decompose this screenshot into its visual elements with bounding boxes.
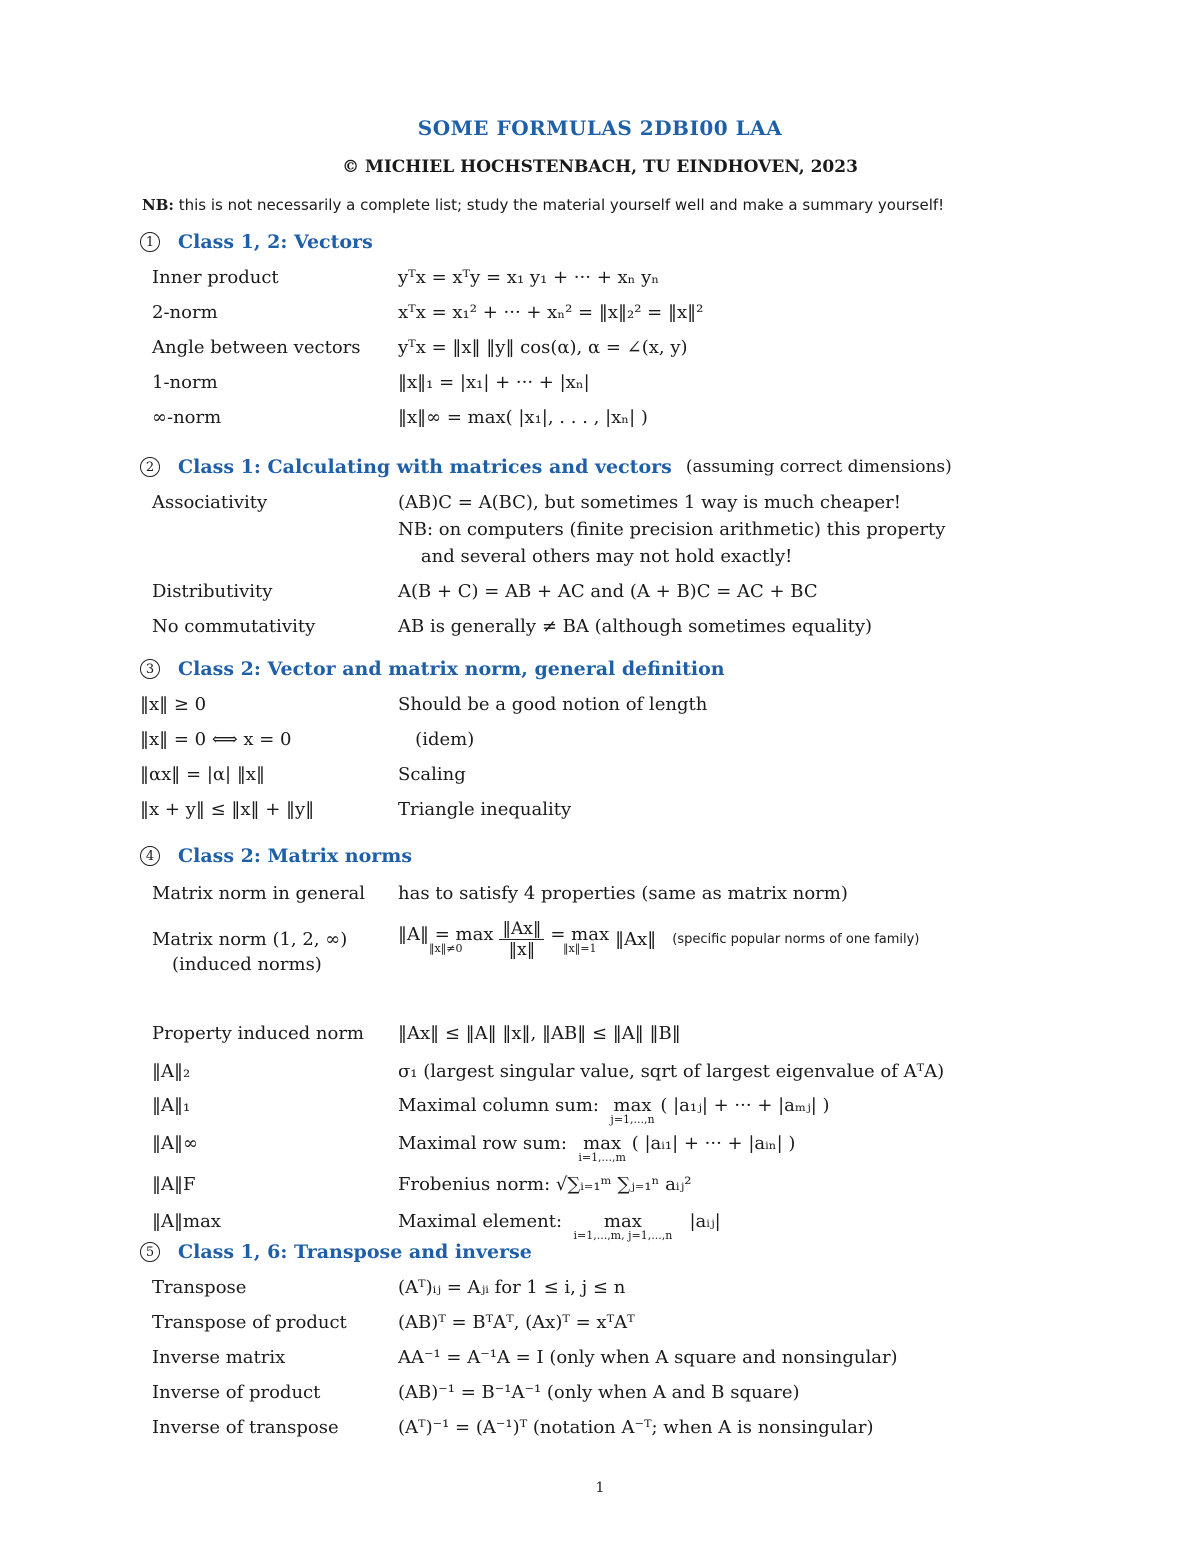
section-number: 4 <box>140 846 160 866</box>
norm-expression: ‖Ax‖ <box>615 929 657 950</box>
formula-label: ‖A‖max <box>152 1211 221 1232</box>
section-title: Class 1, 2: Vectors <box>178 231 373 253</box>
formula-label: Inner product <box>152 267 279 288</box>
section-header <box>140 654 1040 684</box>
formula-value: Triangle inequality <box>398 799 572 820</box>
section-header <box>140 452 1040 482</box>
nb-note <box>142 196 944 214</box>
formula-label: ‖A‖F <box>152 1174 196 1195</box>
nb-text: this is not necessarily a complete list; study the material yourself well and make a summary yourself! <box>178 196 945 214</box>
section-title: Class 2: Vector and matrix norm, general definition <box>178 658 725 680</box>
formula-value: Should be a good notion of length <box>398 694 708 715</box>
section-norm-definition <box>140 654 1040 820</box>
formula-label: Transpose <box>152 1277 247 1298</box>
formula-value: ‖x‖₁ = |x₁| + ··· + |xₙ| <box>398 372 590 393</box>
formula-label: Inverse of product <box>152 1382 321 1403</box>
formula-value: (AB)⁻¹ = B⁻¹A⁻¹ (only when A and B square) <box>398 1382 800 1403</box>
formula-label: Distributivity <box>152 581 273 602</box>
section-header <box>140 227 1040 257</box>
formula-value: (Aᵀ)ᵢⱼ = Aⱼᵢ for 1 ≤ i, j ≤ n <box>398 1277 626 1298</box>
formula-label: ‖x‖ ≥ 0 <box>140 694 207 715</box>
formula-label: ‖x‖ = 0 ⟺ x = 0 <box>140 729 292 750</box>
formula-sublabel: (induced norms) <box>172 954 322 975</box>
section-note: (assuming correct dimensions) <box>685 457 952 477</box>
formula-value: yᵀx = ‖x‖ ‖y‖ cos(α), α = ∠(x, y) <box>398 337 688 358</box>
formula-value: Frobenius norm: √∑ᵢ₌₁ᵐ ∑ⱼ₌₁ⁿ aᵢⱼ² <box>398 1174 692 1195</box>
formula-label: Transpose of product <box>152 1312 347 1333</box>
formula-label: Property induced norm <box>152 1023 365 1044</box>
max-operator: ‖A‖ = max ‖x‖≠0 <box>398 924 494 955</box>
document-title: SOME FORMULAS 2DBI00 LAA <box>417 116 783 140</box>
formula-value: xᵀx = x₁² + ··· + xₙ² = ‖x‖₂² = ‖x‖² <box>398 302 704 323</box>
author-line: © MICHIEL HOCHSTENBACH, TU EINDHOVEN, 2023 <box>342 157 858 177</box>
formula-label: Angle between vectors <box>152 337 361 358</box>
section-number: 1 <box>140 232 160 252</box>
formula-label: ‖x + y‖ ≤ ‖x‖ + ‖y‖ <box>140 799 315 820</box>
formula-value: Maximal element: max i=1,...,m, j=1,...,n |aᵢⱼ| <box>398 1211 721 1242</box>
section-title: Class 1: Calculating with matrices and vectors <box>178 456 672 478</box>
formula-value: has to satisfy 4 properties (same as matrix norm) <box>398 883 848 904</box>
formula-label: ‖A‖₂ <box>152 1061 191 1082</box>
nb-label: NB: <box>142 196 174 214</box>
formula-label: Associativity <box>152 492 268 513</box>
formula-label: ‖αx‖ = |α| ‖x‖ <box>140 764 265 785</box>
section-title: Class 1, 6: Transpose and inverse <box>178 1241 532 1263</box>
formula-value: Maximal column sum: max j=1,...,n ( |a₁ⱼ| + ··· + |aₘⱼ| ) <box>398 1095 830 1126</box>
section-matrices-vectors <box>140 452 1040 637</box>
max-operator: = max ‖x‖=1 <box>550 924 610 955</box>
section-transpose-inverse <box>140 1237 1040 1438</box>
formula-value: AB is generally ≠ BA (although sometimes equality) <box>398 616 873 637</box>
formula-label: Inverse of transpose <box>152 1417 339 1438</box>
formula-label: ‖A‖∞ <box>152 1133 198 1154</box>
formula-label: 2-norm <box>152 302 218 323</box>
formula-value: σ₁ (largest singular value, sqrt of largest eigenvalue of AᵀA) <box>398 1061 945 1082</box>
formula-value: and several others may not hold exactly! <box>398 546 793 567</box>
section-title: Class 2: Matrix norms <box>178 845 413 867</box>
formula-value <box>398 919 919 960</box>
formula-value: (AB)C = A(BC), but sometimes 1 way is much cheaper! <box>398 492 901 513</box>
formula-label: No commutativity <box>152 616 316 637</box>
formula-value: A(B + C) = AB + AC and (A + B)C = AC + BC <box>398 581 818 602</box>
section-number: 2 <box>140 457 160 477</box>
formula-value: (Aᵀ)⁻¹ = (A⁻¹)ᵀ (notation A⁻ᵀ; when A is nonsingular) <box>398 1417 874 1438</box>
formula-label: ∞-norm <box>152 407 222 428</box>
formula-value: Scaling <box>398 764 466 785</box>
formula-note: (specific popular norms of one family) <box>672 932 920 947</box>
formula-label: ‖A‖₁ <box>152 1095 191 1116</box>
formula-label: Matrix norm in general <box>152 883 366 904</box>
formula-value: Maximal row sum: max i=1,...,m ( |aᵢ₁| + ··· + |aᵢₙ| ) <box>398 1133 796 1164</box>
formula-value: NB: on computers (finite precision arithmetic) this property <box>398 519 946 540</box>
section-matrix-norms <box>140 841 1040 1242</box>
formula-value: ‖x‖∞ = max( |x₁|, . . . , |xₙ| ) <box>398 407 648 428</box>
formula-value: (AB)ᵀ = BᵀAᵀ, (Ax)ᵀ = xᵀAᵀ <box>398 1312 635 1333</box>
formula-label: Inverse matrix <box>152 1347 286 1368</box>
fraction: $\frac{‖Ax‖}{‖x‖}$ <box>499 919 544 960</box>
formula-label: 1-norm <box>152 372 218 393</box>
formula-value: (idem) <box>398 729 475 750</box>
formula-value: ‖Ax‖ ≤ ‖A‖ ‖x‖, ‖AB‖ ≤ ‖A‖ ‖B‖ <box>398 1023 681 1044</box>
section-header <box>140 1237 1040 1267</box>
page-number: 1 <box>595 1480 605 1496</box>
section-number: 3 <box>140 659 160 679</box>
formula-label: Matrix norm (1, 2, ∞) <box>152 929 348 950</box>
section-number: 5 <box>140 1242 160 1262</box>
section-header <box>140 841 1040 871</box>
section-vectors <box>140 227 1040 428</box>
formula-value: AA⁻¹ = A⁻¹A = I (only when A square and nonsingular) <box>398 1347 898 1368</box>
formula-value: yᵀx = xᵀy = x₁ y₁ + ··· + xₙ yₙ <box>398 267 660 288</box>
